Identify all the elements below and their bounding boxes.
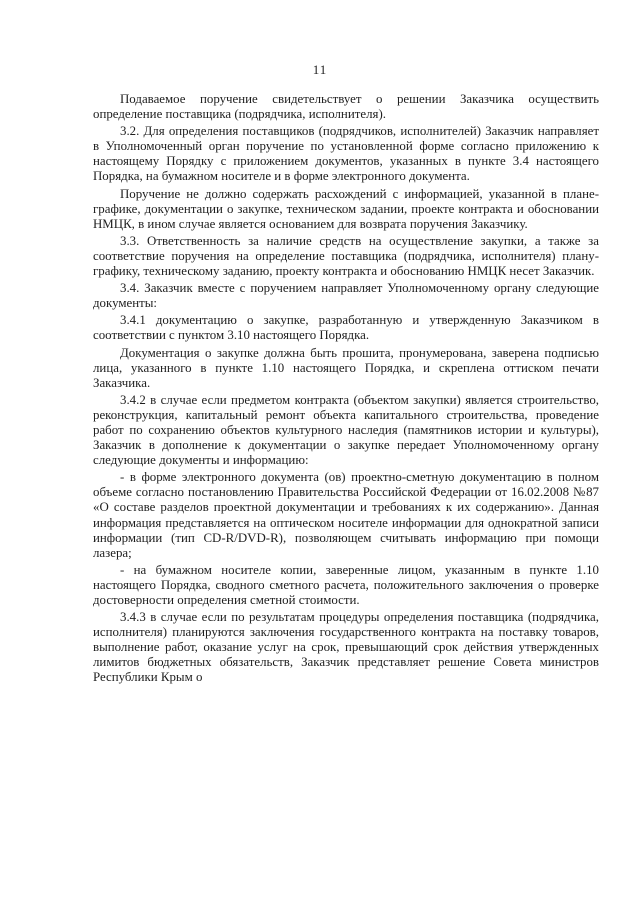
paragraph-3-4-2: 3.4.2 в случае если предметом контракта (объектом закупки) является строительство, реконструкция, капитальный ремонт объекта капитального строительства, проведение работ по сохранению объектов культурного наследия (памятников истории и культуры), Заказчик в дополнение к документации о закупке передает Уполномоченному органу следующие документы и информацию:	[93, 392, 599, 468]
paragraph-request-purpose: Подаваемое поручение свидетельствует о решении Заказчика осуществить определение поставщика (подрядчика, исполнителя).	[93, 92, 599, 122]
paragraph-3-4: 3.4. Заказчик вместе с поручением направляет Уполномоченному органу следующие документы:	[93, 281, 599, 311]
paragraph-documentation-binding: Документация о закупке должна быть прошита, пронумерована, заверена подписью лица, указанного в пункте 1.10 настоящего Порядка, и скреплена оттиском печати Заказчика.	[93, 345, 599, 390]
paragraph-electronic-docs: - в форме электронного документа (ов) проектно-сметную документацию в полном объеме согласно постановлению Правительства Российской Федерации от 16.02.2008 №87 «О составе разделов проектной документации и требованиях к их содержанию». Данная информация представляется на оптическом носителе информации для однократной записи информации (тип CD-R/DVD-R), позволяющем считывать информацию при помощи лазера;	[93, 470, 599, 560]
paragraph-no-discrepancies: Поручение не должно содержать расхождений с информацией, указанной в плане-графике, документации о закупке, техническом задании, проекте контракта и обосновании НМЦК, в ином случае является основанием для возврата поручения Заказчику.	[93, 186, 599, 231]
page-number: 11	[312, 62, 328, 77]
paragraph-paper-copies: - на бумажном носителе копии, заверенные лицом, указанным в пункте 1.10 настоящего Порядка, сводного сметного расчета, положительного заключения о проверке достоверности определения сметной стоимости.	[93, 562, 599, 607]
paragraph-3-4-1: 3.4.1 документацию о закупке, разработанную и утвержденную Заказчиком в соответствии с пунктом 3.10 настоящего Порядка.	[93, 313, 599, 343]
paragraph-3-2: 3.2. Для определения поставщиков (подрядчиков, исполнителей) Заказчик направляет в Уполномоченный орган поручение по установленной форме согласно приложению к настоящему Порядку с приложением документов, указанных в пункте 3.4 настоящего Порядка, на бумажном носителе и в форме электронного документа.	[93, 124, 599, 184]
paragraph-3-3: 3.3. Ответственность за наличие средств на осуществление закупки, а также за соответствие поручения на определение поставщика (подрядчика, исполнителя) плану-графику, техническому заданию, проекту контракта и обоснованию НМЦК несет Заказчик.	[93, 233, 599, 279]
paragraph-3-4-3: 3.4.3 в случае если по результатам процедуры определения поставщика (подрядчика, исполнителя) планируются заключения государственного контракта на поставку товаров, выполнение работ, оказание услуг на срок, превышающий срок действия утвержденных лимитов бюджетных обязательств, Заказчик представляет решение Совета министров Республики Крым о	[93, 610, 599, 685]
document-body	[93, 92, 599, 688]
